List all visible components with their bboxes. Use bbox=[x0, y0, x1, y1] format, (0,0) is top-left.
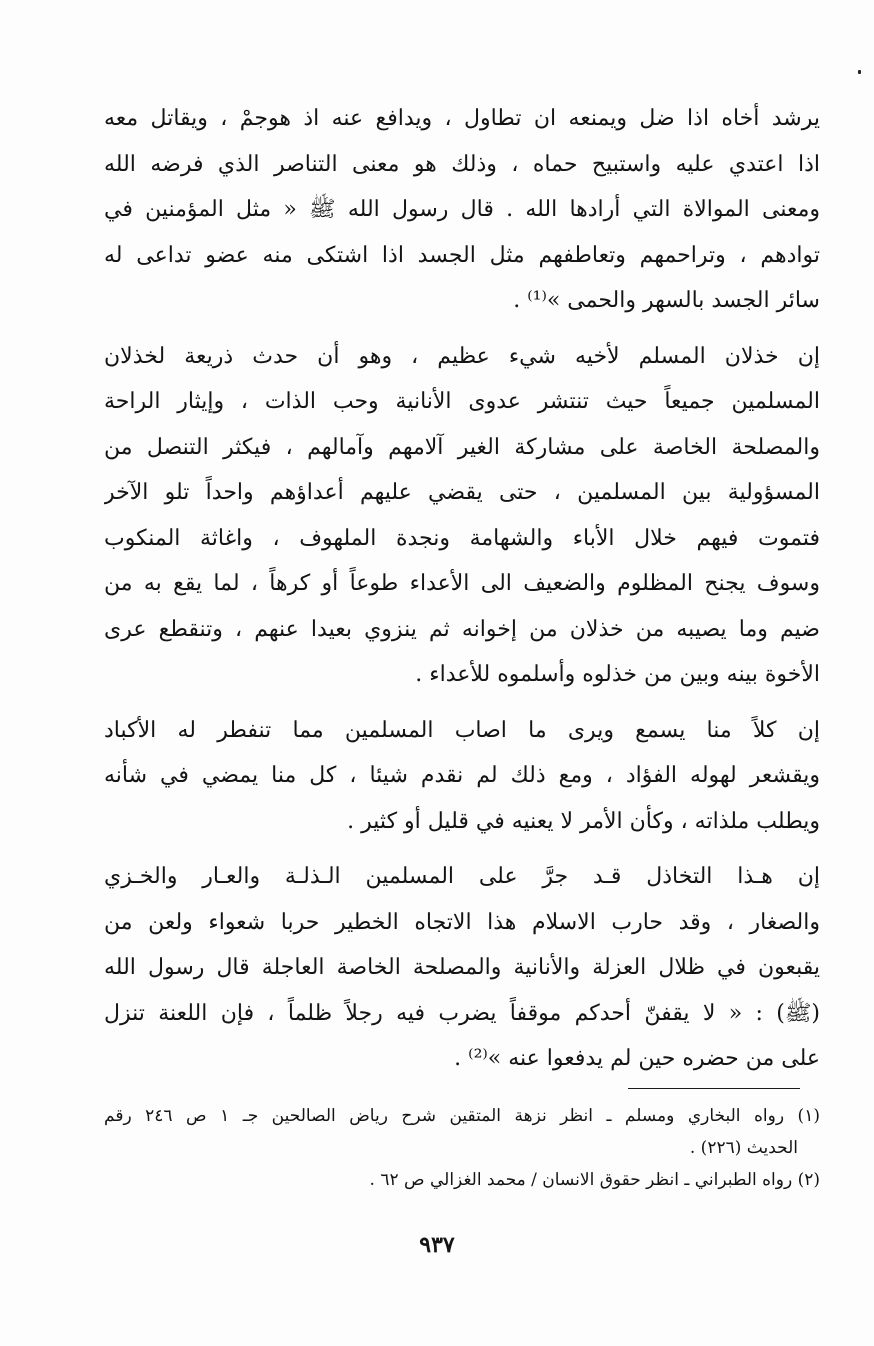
text-line: والمصلحة الخاصة على مشاركة الغير آلامهم وآمالهم ، فيكثر التنصل من bbox=[104, 434, 820, 460]
text-line: ومعنى الموالاة التي أرادها الله . قال رسول الله ﷺ « مثل المؤمنين في bbox=[104, 197, 820, 222]
text-line: ويطلب ملذاته ، وكأن الأمر لا يعنيه في قليل أو كثير . bbox=[347, 808, 820, 834]
text-line: يرشد أخاه اذا ضل ويمنعه ان تطاول ، ويدافع عنه اذ هوجمْ ، ويقاتل معه bbox=[104, 106, 820, 131]
text-line: توادهم ، وتراحمهم وتعاطفهم مثل الجسد اذا اشتكى منه عضو تداعى له bbox=[104, 242, 820, 268]
text-line: المسؤولية بين المسلمين ، حتى يقضي عليهم أعداؤهم واحداً تلو الآخر bbox=[104, 480, 820, 505]
footnote-2 bbox=[104, 1164, 820, 1196]
paragraph-1 bbox=[104, 96, 820, 324]
text-line: (ﷺ) : « لا يقفنّ أحدكم موقفاً يضرب فيه رجلاً ظلماً ، فإن اللعنة تنزل bbox=[104, 1000, 820, 1026]
page-number: ٩٣٧ bbox=[419, 1232, 455, 1258]
text-line: فتموت فيهم خلال الأباء والشهامة ونجدة الملهوف ، واغاثة المنكوب bbox=[104, 525, 820, 551]
text-line: سائر الجسد بالسهر والحمى »⁽¹⁾ . bbox=[513, 288, 820, 313]
text-line: إن هـذا التخاذل قـد جرَّ على المسلمين الـذلـة والعـار والخـزي bbox=[104, 864, 820, 889]
footnote-1 bbox=[104, 1100, 820, 1164]
footnote-line: الحديث (٢٢٦) . bbox=[689, 1138, 798, 1158]
text-line: وسوف يجنح المظلوم والضعيف الى الأعداء طوعاً أو كرهاً ، لما يقع به من bbox=[104, 571, 820, 596]
footnote-line: (٢) رواه الطبراني ـ انظر حقوق الانسان / محمد الغزالي ص ٦٢ . bbox=[369, 1170, 820, 1190]
footnote-line: (١) رواه البخاري ومسلم ـ انظر نزهة المتقين شرح رياض الصالحين جـ ١ ص ٢٤٦ رقم bbox=[104, 1106, 820, 1126]
text-line: والصغار ، وقد حارب الاسلام هذا الاتجاه الخطير حربا شعواء ولعن من bbox=[104, 909, 820, 935]
text-line: اذا اعتدي عليه واستبيح حماه ، وذلك هو معنى التناصر الذي فرضه الله bbox=[104, 151, 820, 177]
footnote-divider bbox=[628, 1088, 800, 1089]
text-line: على من حضره حين لم يدفعوا عنه »⁽²⁾ . bbox=[454, 1046, 820, 1071]
scan-speck bbox=[858, 70, 861, 74]
text-line: يقبعون في ظلال العزلة والأنانية والمصلحة الخاصة العاجلة قال رسول الله bbox=[104, 955, 820, 980]
text-line: الأخوة بينه وبين من خذلوه وأسلموه للأعداء . bbox=[415, 662, 820, 687]
paragraph-2 bbox=[104, 334, 820, 698]
paragraph-3 bbox=[104, 708, 820, 845]
text-line: إن كلاً منا يسمع ويرى ما اصاب المسلمين مما تنفطر له الأكباد bbox=[104, 717, 820, 743]
main-text bbox=[104, 96, 820, 1092]
footnotes bbox=[104, 1100, 820, 1196]
text-line: ضيم وما يصيبه من خذلان من إخوانه ثم ينزوي بعيدا عنهم ، وتنقطع عرى bbox=[104, 616, 820, 642]
text-line: إن خذلان المسلم لأخيه شيء عظيم ، وهو أن حدث ذريعة لخذلان bbox=[104, 343, 820, 369]
paragraph-4 bbox=[104, 854, 820, 1082]
text-line: المسلمين جميعاً حيث تنتشر عدوى الأنانية وحب الذات ، وإيثار الراحة bbox=[104, 389, 820, 414]
text-line: ويقشعر لهوله الفؤاد ، ومع ذلك لم نقدم شيئا ، كل منا يمضي في شأنه bbox=[104, 763, 820, 788]
